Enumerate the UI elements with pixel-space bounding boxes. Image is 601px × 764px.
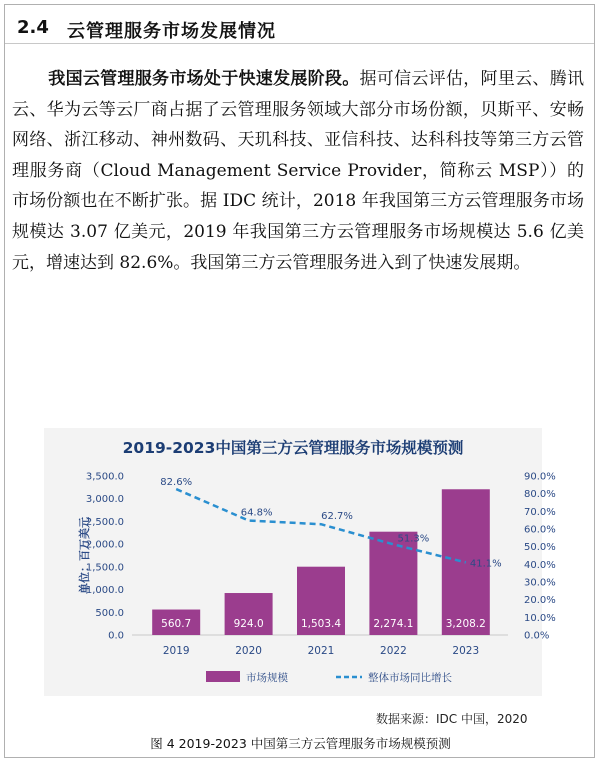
y-right-tick-label: 70.0% xyxy=(524,506,556,518)
line-point-label: 62.7% xyxy=(321,511,353,523)
y-right-tick-label: 0.0% xyxy=(524,630,550,642)
y-left-tick-label: 2,000.0 xyxy=(85,539,124,551)
y-right-tick-label: 40.0% xyxy=(524,559,556,571)
paragraph-lead: 我国云管理服务市场处于快速发展阶段。 xyxy=(48,69,360,89)
section-number: 2.4 xyxy=(17,17,49,38)
bar-value-label: 560.7 xyxy=(161,618,192,630)
y-right-tick-label: 60.0% xyxy=(524,524,556,536)
data-source: 数据来源：IDC 中国，2020 xyxy=(376,712,528,726)
paragraph-body: 据可信云评估，阿里云、腾讯云、华为云等云厂商占据了云管理服务领域大部分市场份额，贝斯平、安畅网络、浙江移动、神州数码、天玑科技、亚信科技、达科科技等第三方云管理服务商（Cloud Management Service Provider，简称云 MSP））的市场份额也在不断扩张。据 IDC 统计，2018 年我国第三方云管理服务市场规模达 3.07 亿美元，2019 年我国第三方云管理服务市场规模达 5.6 亿美元，增速达到 82.6%。我国第三方云管理服务进入到了快速发展期。 xyxy=(12,69,584,273)
y-left-tick-label: 3,000.0 xyxy=(85,494,124,506)
x-tick-label: 2021 xyxy=(307,645,335,657)
line-point-label: 64.8% xyxy=(240,507,273,519)
y-right-tick-label: 10.0% xyxy=(524,612,556,624)
section-title: 云管理服务市场发展情况 xyxy=(67,21,276,42)
y-right-tick-label: 30.0% xyxy=(524,577,556,589)
y-left-tick-label: 0.0 xyxy=(108,630,124,642)
bar-value-label: 2,274.1 xyxy=(373,618,414,630)
growth-line xyxy=(176,489,466,562)
legend-label-bars: 市场规模 xyxy=(246,672,288,684)
legend-label-line: 整体市场同比增长 xyxy=(368,672,452,684)
y-right-tick-label: 50.0% xyxy=(524,542,556,554)
line-point-label: 82.6% xyxy=(160,477,193,489)
x-tick-label: 2022 xyxy=(380,645,407,657)
chart-title: 2019-2023中国第三方云管理服务市场规模预测 xyxy=(122,439,464,457)
y-right-tick-label: 90.0% xyxy=(524,471,556,483)
bar-value-label: 1,503.4 xyxy=(300,618,342,630)
line-point-label: 51.3% xyxy=(397,533,430,545)
line-point-label: 41.1% xyxy=(469,558,502,570)
y-right-tick-label: 20.0% xyxy=(524,595,556,607)
y-left-tick-label: 1,000.0 xyxy=(85,585,124,597)
y-left-tick-label: 1,500.0 xyxy=(85,562,124,574)
y-left-axis-label: 单位：百万美元 xyxy=(78,517,91,594)
figure-caption: 图 4 2019-2023 中国第三方云管理服务市场规模预测 xyxy=(150,736,451,751)
x-tick-label: 2023 xyxy=(452,645,480,657)
chart xyxy=(44,428,556,696)
y-left-tick-label: 2,500.0 xyxy=(85,516,124,528)
bar-value-label: 3,208.2 xyxy=(445,618,486,630)
section-heading xyxy=(5,5,594,44)
y-right-tick-label: 80.0% xyxy=(524,489,556,501)
x-tick-label: 2020 xyxy=(235,645,262,657)
legend-swatch-bars xyxy=(206,671,240,682)
y-left-tick-label: 500.0 xyxy=(95,607,124,619)
x-tick-label: 2019 xyxy=(162,645,190,657)
y-left-tick-label: 3,500.0 xyxy=(85,471,124,483)
body-paragraph xyxy=(12,64,584,278)
bar-value-label: 924.0 xyxy=(233,618,264,630)
